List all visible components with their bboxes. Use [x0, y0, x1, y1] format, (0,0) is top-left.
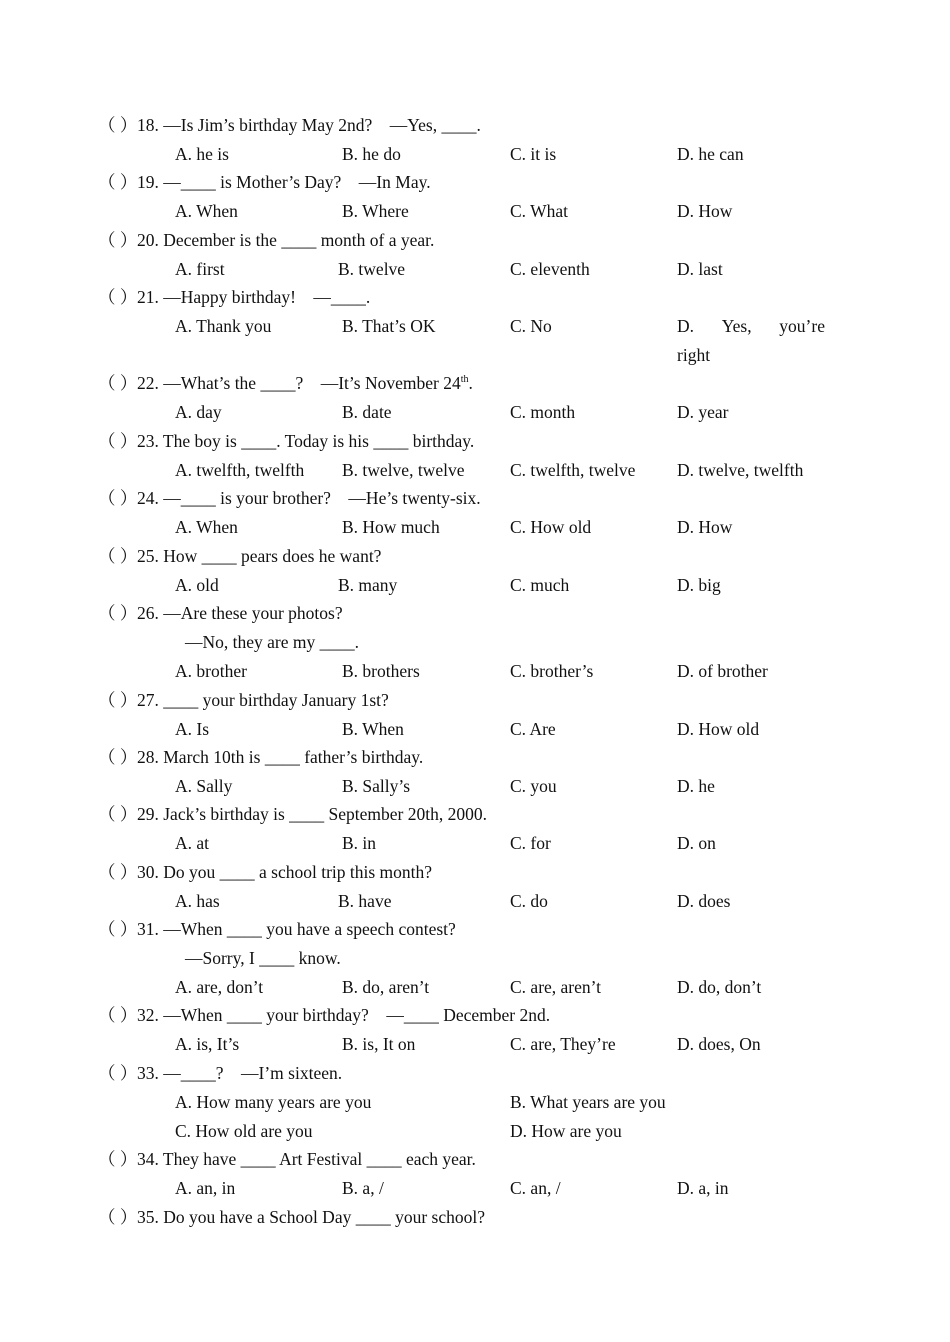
answer-blank[interactable]: （ ）	[98, 862, 138, 882]
option-d[interactable]: D. How	[677, 201, 733, 221]
option-a[interactable]: A. he is	[175, 144, 229, 164]
option-c[interactable]: C. No	[510, 316, 552, 336]
option-b[interactable]: B. twelve, twelve	[342, 460, 465, 480]
option-b[interactable]: B. twelve	[338, 259, 406, 279]
question-20	[98, 229, 434, 251]
option-d-part: D.	[677, 316, 695, 336]
question-stem: 29. Jack’s birthday is ____ September 20th, 2000.	[137, 804, 487, 824]
question-stem: 27. ____ your birthday January 1st?	[137, 690, 389, 710]
option-d-part: Yes,	[721, 316, 752, 336]
question-stem-line2: —Sorry, I ____ know.	[185, 948, 341, 968]
option-c[interactable]: C. do	[510, 891, 548, 911]
option-d[interactable]: D. How are you	[510, 1121, 622, 1141]
option-b[interactable]: B. he do	[342, 144, 401, 164]
question-29	[98, 803, 487, 825]
option-d[interactable]: D. big	[677, 575, 721, 595]
question-stem: 35. Do you have a School Day ____ your school?	[137, 1207, 485, 1227]
option-b[interactable]: B. is, It on	[342, 1034, 416, 1054]
question-35	[98, 1206, 485, 1228]
option-a[interactable]: A. Sally	[175, 776, 233, 796]
question-stem: 25. How ____ pears does he want?	[137, 546, 382, 566]
question-stem: 21. —Happy birthday! —____.	[137, 287, 371, 307]
option-b[interactable]: B. brothers	[342, 661, 420, 681]
question-stem: 24. —____ is your brother? —He’s twenty-six.	[137, 488, 481, 508]
option-a[interactable]: A. Is	[175, 719, 210, 739]
answer-blank[interactable]: （ ）	[98, 546, 138, 566]
answer-blank[interactable]: （ ）	[98, 287, 138, 307]
answer-blank[interactable]: （ ）	[98, 1207, 138, 1227]
option-a[interactable]: A. an, in	[175, 1178, 236, 1198]
option-d-continued[interactable]: right	[677, 345, 711, 365]
option-a[interactable]: A. When	[175, 517, 238, 537]
question-19	[98, 171, 431, 193]
question-stem: 32. —When ____ your birthday? —____ December 2nd.	[137, 1005, 551, 1025]
answer-blank[interactable]: （ ）	[98, 488, 138, 508]
question-31	[98, 918, 456, 940]
question-stem: 28. March 10th is ____ father’s birthday.	[137, 747, 424, 767]
option-b[interactable]: B. a, /	[342, 1178, 384, 1198]
option-b[interactable]: B. in	[342, 833, 377, 853]
option-d[interactable]: D. do, don’t	[677, 977, 762, 997]
question-stem: 34. They have ____ Art Festival ____ each year.	[137, 1149, 476, 1169]
option-d[interactable]: D. last	[677, 259, 723, 279]
option-d[interactable]: D. does, On	[677, 1034, 761, 1054]
option-c[interactable]: C. brother’s	[510, 661, 594, 681]
question-stem: 18. —Is Jim’s birthday May 2nd? —Yes, ____.	[137, 115, 481, 135]
option-a[interactable]: A. first	[175, 259, 225, 279]
option-c[interactable]: C. you	[510, 776, 557, 796]
question-stem: 33. —____? —I’m sixteen.	[137, 1063, 343, 1083]
option-a[interactable]: A. has	[175, 891, 220, 911]
option-a[interactable]: A. old	[175, 575, 219, 595]
option-d[interactable]: D. year	[677, 402, 729, 422]
question-stem: 23. The boy is ____. Today is his ____ birthday.	[137, 431, 475, 451]
option-d[interactable]: D. twelve, twelfth	[677, 460, 804, 480]
option-d[interactable]: D. does	[677, 891, 731, 911]
answer-blank[interactable]: （ ）	[98, 804, 138, 824]
option-d[interactable]	[677, 315, 825, 337]
answer-blank[interactable]: （ ）	[98, 747, 138, 767]
answer-blank[interactable]: （ ）	[98, 1063, 138, 1083]
option-b[interactable]: B. What years are you	[510, 1092, 666, 1112]
question-stem-end: .	[468, 373, 473, 393]
question-stem: 19. —____ is Mother’s Day? —In May.	[137, 172, 431, 192]
option-a[interactable]: A. day	[175, 402, 222, 422]
option-b[interactable]: B. many	[338, 575, 398, 595]
option-d[interactable]: D. on	[677, 833, 716, 853]
option-c[interactable]: C. are, aren’t	[510, 977, 602, 997]
question-26	[98, 602, 343, 624]
option-a[interactable]: A. Thank you	[175, 316, 272, 336]
answer-blank[interactable]: （ ）	[98, 431, 138, 451]
ordinal-suffix: th	[460, 374, 469, 386]
option-c[interactable]: C. twelfth, twelve	[510, 460, 636, 480]
answer-blank[interactable]: （ ）	[98, 172, 138, 192]
option-a[interactable]: A. When	[175, 201, 238, 221]
question-stem: 22. —What’s the ____? —It’s November 24	[137, 373, 461, 393]
option-c[interactable]: C. How old are you	[175, 1121, 313, 1141]
answer-blank[interactable]: （ ）	[98, 373, 138, 393]
option-b[interactable]: B. How much	[342, 517, 440, 537]
option-c[interactable]: C. How old	[510, 517, 592, 537]
option-b[interactable]: B. That’s OK	[342, 316, 436, 336]
answer-blank[interactable]: （ ）	[98, 230, 138, 250]
question-22	[98, 372, 473, 394]
option-c[interactable]: C. month	[510, 402, 576, 422]
option-d[interactable]: D. of brother	[677, 661, 768, 681]
option-b[interactable]: B. do, aren’t	[342, 977, 430, 997]
question-stem: 30. Do you ____ a school trip this month?	[137, 862, 433, 882]
question-stem: 31. —When ____ you have a speech contest?	[137, 919, 456, 939]
answer-blank[interactable]: （ ）	[98, 603, 138, 623]
option-a[interactable]: A. are, don’t	[175, 977, 264, 997]
option-a[interactable]: A. is, It’s	[175, 1034, 240, 1054]
option-b[interactable]: B. Where	[342, 201, 409, 221]
option-c[interactable]: C. Are	[510, 719, 556, 739]
answer-blank[interactable]: （ ）	[98, 115, 138, 135]
answer-blank[interactable]: （ ）	[98, 1005, 138, 1025]
option-d[interactable]: D. How	[677, 517, 733, 537]
answer-blank[interactable]: （ ）	[98, 919, 138, 939]
question-18	[98, 114, 481, 136]
answer-blank[interactable]: （ ）	[98, 690, 138, 710]
question-30	[98, 861, 432, 883]
option-d[interactable]: D. he can	[677, 144, 744, 164]
question-21	[98, 286, 370, 308]
option-a[interactable]: A. at	[175, 833, 210, 853]
question-28	[98, 746, 423, 768]
option-b[interactable]: B. When	[342, 719, 404, 739]
option-c[interactable]: C. are, They’re	[510, 1034, 616, 1054]
option-b[interactable]: B. have	[338, 891, 392, 911]
question-34	[98, 1148, 476, 1170]
option-c[interactable]: C. What	[510, 201, 569, 221]
option-d[interactable]: D. he	[677, 776, 715, 796]
option-d[interactable]: D. a, in	[677, 1178, 729, 1198]
question-27	[98, 689, 389, 711]
option-c[interactable]: C. for	[510, 833, 551, 853]
question-stem: 20. December is the ____ month of a year.	[137, 230, 435, 250]
option-d[interactable]: D. How old	[677, 719, 760, 739]
option-c[interactable]: C. it is	[510, 144, 557, 164]
option-a[interactable]: A. twelfth, twelfth	[175, 460, 305, 480]
question-stem: 26. —Are these your photos?	[137, 603, 343, 623]
option-d-part: you’re	[779, 316, 825, 336]
option-b[interactable]: B. date	[342, 402, 392, 422]
question-25	[98, 545, 381, 567]
question-32	[98, 1004, 550, 1026]
question-23	[98, 430, 474, 452]
option-a[interactable]: A. How many years are you	[175, 1092, 372, 1112]
question-24	[98, 487, 481, 509]
option-a[interactable]: A. brother	[175, 661, 247, 681]
question-33	[98, 1062, 342, 1084]
option-c[interactable]: C. eleventh	[510, 259, 590, 279]
answer-blank[interactable]: （ ）	[98, 1149, 138, 1169]
option-b[interactable]: B. Sally’s	[342, 776, 411, 796]
option-c[interactable]: C. an, /	[510, 1178, 561, 1198]
question-stem-line2: —No, they are my ____.	[185, 632, 359, 652]
option-c[interactable]: C. much	[510, 575, 570, 595]
